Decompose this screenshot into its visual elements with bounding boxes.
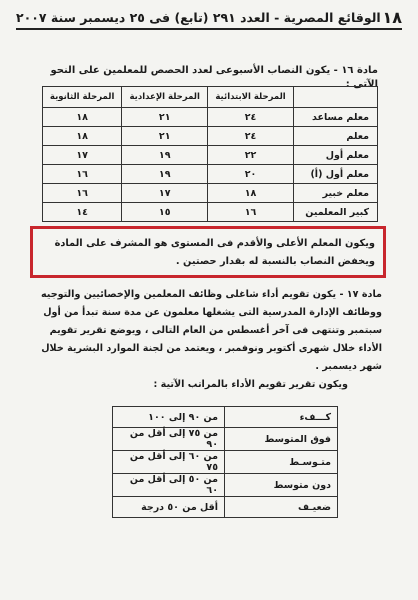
table-row	[43, 108, 378, 127]
primary-cell: ١٨	[208, 184, 294, 203]
primary-cell: ٢٢	[208, 146, 294, 165]
secondary-cell: ١٤	[43, 203, 122, 222]
header-rank	[293, 87, 377, 108]
header-primary: المرحلة الابتدائية	[208, 87, 294, 108]
table-row	[113, 451, 338, 474]
primary-cell: ٢٤	[208, 108, 294, 127]
primary-cell: ٢٤	[208, 127, 294, 146]
highlighted-supervisor-note: ويكون المعلم الأعلى والأقدم فى المستوى هو المشرف على المادة ويخفض النصاب بالنسبة له بقدار حصتين .	[30, 226, 386, 278]
grade-cell: فوق المتوسط	[225, 428, 338, 451]
secondary-cell: ١٨	[43, 108, 122, 127]
prep-cell: ١٧	[122, 184, 208, 203]
prep-cell: ١٩	[122, 165, 208, 184]
table-row	[43, 146, 378, 165]
header-prep: المرحلة الإعدادية	[122, 87, 208, 108]
range-cell: من ٧٥ إلى أقل من ٩٠	[113, 428, 225, 451]
article-16-heading: مادة ١٦ - يكون النصاب الأسبوعى لعدد الحصص للمعلمين على النحو الآتى :	[50, 65, 378, 90]
grade-cell: ضعيـف	[225, 497, 338, 518]
range-cell: من ٩٠ إلى ١٠٠	[113, 407, 225, 428]
page-number: ١٨	[382, 7, 402, 27]
rank-cell: كبير المعلمين	[293, 203, 377, 222]
grade-cell: كـــفء	[225, 407, 338, 428]
table-row	[43, 127, 378, 146]
performance-grades-table	[112, 406, 338, 518]
secondary-cell: ١٦	[43, 184, 122, 203]
secondary-cell: ١٨	[43, 127, 122, 146]
table-row	[113, 474, 338, 497]
table-row	[113, 428, 338, 451]
page-header	[16, 6, 402, 30]
primary-cell: ١٦	[208, 203, 294, 222]
primary-cell: ٢٠	[208, 165, 294, 184]
table-row	[43, 184, 378, 203]
grades-intro: ويكون تقرير تقويم الأداء بالمراتب الآتية :	[153, 379, 348, 390]
grade-cell: دون متوسط	[225, 474, 338, 497]
table-row	[43, 203, 378, 222]
range-cell: من ٥٠ إلى أقل من ٦٠	[113, 474, 225, 497]
header-secondary: المرحلة الثانوية	[43, 87, 122, 108]
table-row	[113, 497, 338, 518]
prep-cell: ١٩	[122, 146, 208, 165]
range-cell: من ٦٠ إلى أقل من ٧٥	[113, 451, 225, 474]
rank-cell: معلم	[293, 127, 377, 146]
gazette-title: الوقائع المصرية - العدد ٢٩١ (تابع) فى ٢٥ ديسمبر سنة ٢٠٠٧	[16, 9, 381, 25]
table-row	[113, 407, 338, 428]
secondary-cell: ١٧	[43, 146, 122, 165]
grade-cell: متـوسـط	[225, 451, 338, 474]
rank-cell: معلم أول (أ)	[293, 165, 377, 184]
rank-cell: معلم أول	[293, 146, 377, 165]
secondary-cell: ١٦	[43, 165, 122, 184]
prep-cell: ٢١	[122, 127, 208, 146]
rank-cell: معلم مساعد	[293, 108, 377, 127]
prep-cell: ١٥	[122, 203, 208, 222]
article-17-text: مادة ١٧ - يكون تقويم أداء شاغلى وظائف المعلمين والإخصائيين والتوجيه ووظائف الإدارة المدرسية التى يشغلها معلمون عن مدة سنة تبدأ من أول سبتمبر وتنتهى فى آخر أغسطس من العام التالى ، ويوضع تقرير تقويم الأداء خلال شهرى أكتوبر ونوفمبر ، ويعتمد من لجنة الموارد البشرية خلال شهر ديسمبر .	[40, 289, 382, 372]
rank-cell: معلم خبير	[293, 184, 377, 203]
table-header-row	[43, 87, 378, 108]
prep-cell: ٢١	[122, 108, 208, 127]
table-row	[43, 165, 378, 184]
teaching-load-table	[42, 86, 378, 222]
range-cell: أقل من ٥٠ درجة	[113, 497, 225, 518]
